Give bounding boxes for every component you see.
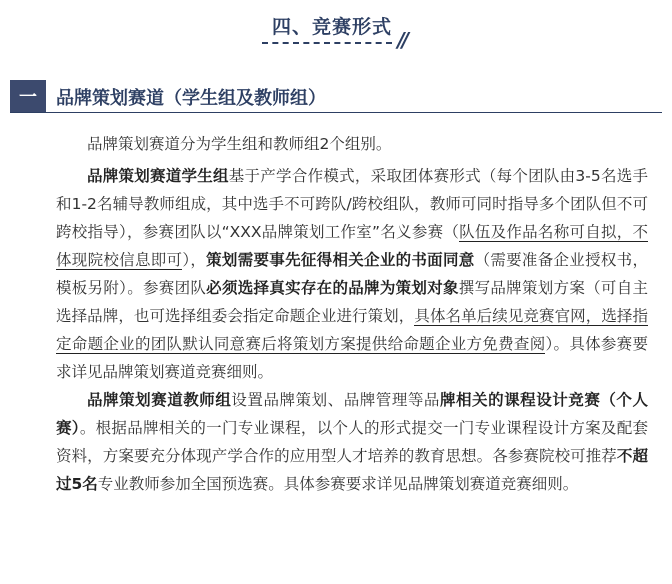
intro-paragraph: 品牌策划赛道分为学生组和教师组2个组别。 [87, 135, 392, 153]
student-underline-2: 具体名单后续见竞赛官网，选择指定命题企业的团队默认同意赛后将策划方案提供给命题企业方免费查阅 [56, 307, 648, 353]
subsection-title: 品牌策划赛道（学生组及教师组） [56, 88, 326, 109]
teacher-group-lead: 品牌策划赛道教师组 [87, 391, 232, 409]
teacher-group-paragraph [56, 386, 648, 498]
section-title-text: 四、竞赛形式 [271, 16, 392, 38]
teacher-text-2: 。根据品牌相关的一门专业课程，以个人的形式提交一门专业课程设计方案及配套资料，方案要充分体现产学合作的应用型人才培养的教育思想。各参赛院校可推荐 [56, 419, 648, 465]
title-slash-decoration: // [397, 28, 406, 52]
body-content [56, 130, 648, 498]
student-text-3: （需要准备企业授权书，模板另附）。参赛团队 [56, 251, 648, 297]
teacher-text-3: 专业教师参加全国预选赛。具体参赛要求详见品牌策划赛道竞赛细则。 [97, 475, 579, 493]
student-underline-1: 队伍及作品名称可自拟，不体现院校信息即可 [56, 223, 648, 269]
subsection-header [10, 80, 662, 113]
student-group-lead: 品牌策划赛道学生组 [87, 167, 229, 185]
title-dashed-underline [262, 42, 392, 44]
student-text-2: ）， [182, 251, 207, 269]
subsection-number-badge: 一 [10, 80, 46, 112]
student-bold-2: 必须选择真实存在的品牌为策划对象 [206, 279, 459, 297]
student-group-paragraph [56, 162, 648, 386]
teacher-bold-1: 牌相关的课程设计竞赛（个人赛） [56, 391, 648, 437]
section-title [262, 6, 406, 52]
student-bold-1: 策划需要事先征得相关企业的书面同意 [206, 251, 475, 269]
teacher-text-1: 设置品牌策划、品牌管理等品 [231, 391, 440, 409]
student-text-4: 撰写品牌策划方案（可自主选择品牌，也可选择组委会指定命题企业进行策划， [56, 279, 648, 325]
teacher-bold-2: 不超过5名 [56, 447, 648, 493]
student-text-1: 基于产学合作模式，采取团体赛形式（每个团队由3-5名选手和1-2名辅导教师组成，其中选手不可跨队/跨校组队，教师可同时指导多个团队但不可跨校指导），参赛团队以“XXX品牌策划工作室”名义参赛（ [56, 167, 648, 241]
student-text-5: ）。具体参赛要求详见品牌策划赛道竞赛细则。 [56, 335, 648, 381]
